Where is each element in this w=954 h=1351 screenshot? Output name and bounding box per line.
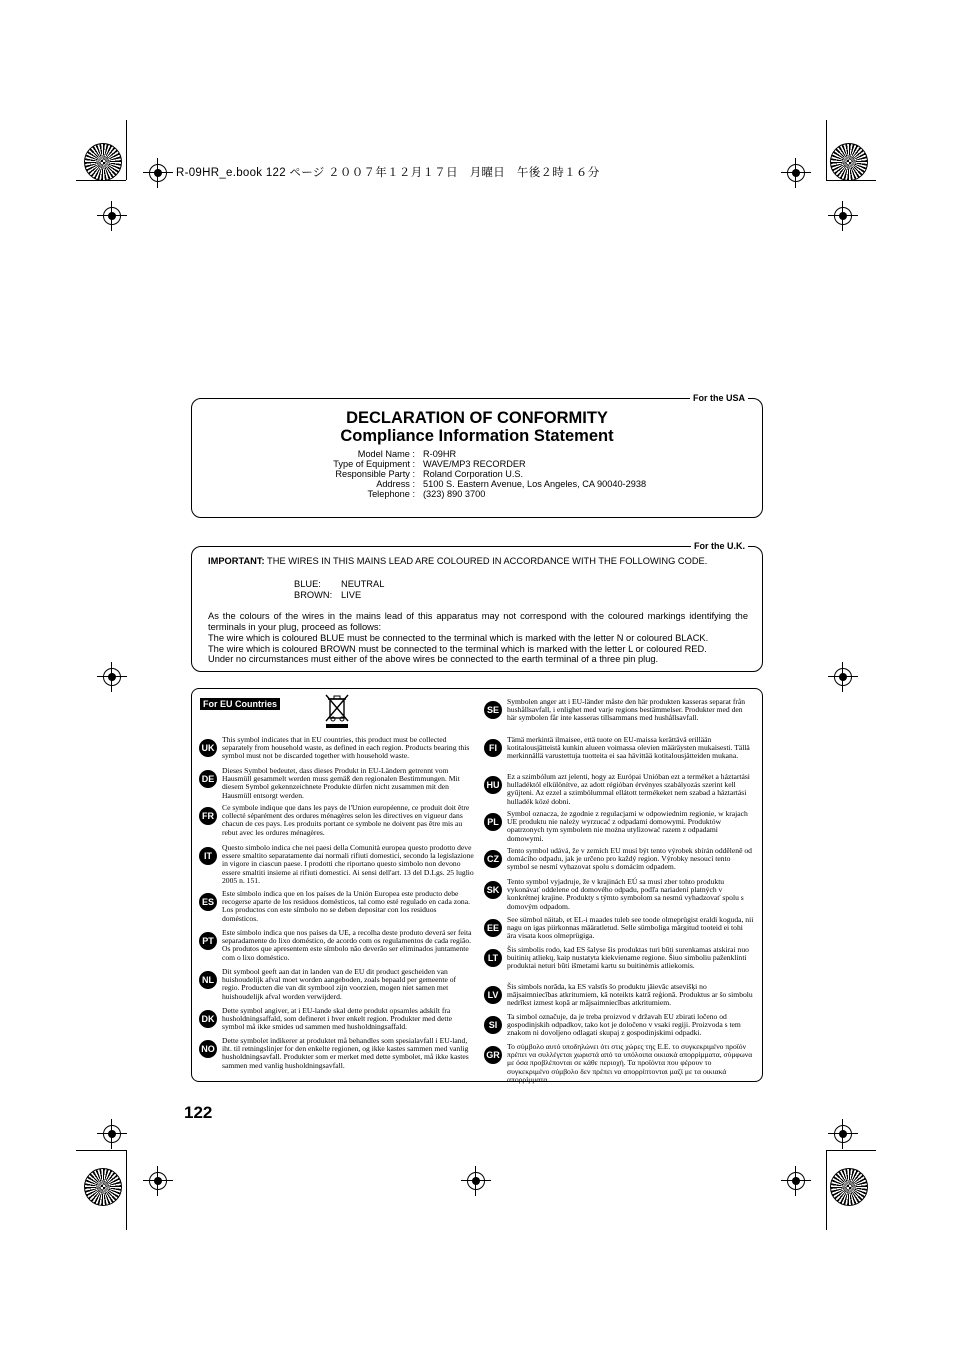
crosshair-mark: [103, 207, 121, 225]
usa-declaration-box: [191, 393, 763, 518]
model-name-row: Model Name : R-09HR: [357, 449, 457, 459]
eu-item-pt: PT Este símbolo indica que nos países da UE, a recolha deste produto deverá ser feita separadamente do lixo doméstico, de acordo com os regulamentos de cada região. Os produtos que apresentem este símbolo não deverão ser eliminados juntamente com o lixo doméstico.: [199, 929, 474, 962]
usa-label: For the USA: [690, 393, 748, 403]
eu-item-it: IT Questo simbolo indica che nei paesi della Comunità europea questo prodotto deve essere smaltito separatamente dai normali rifiuti domestici, secondo la legislazione in vigore in ciascun paese. I prodotti che riportano questo simbolo non devono essere smaltiti insieme ai rifiuti domestici. Ai sensi dell'art. 13 del D.Lgs. 25 luglio 2005 n. 151.: [199, 844, 474, 885]
country-badge: IT: [199, 847, 217, 865]
eu-item-lv: LV Šis simbols norāda, ka ES valstīs šo produktu jāievāc atsevišķi no mājsaimniecības atkritumiem, kā noteikts katrā reģionā. Produktus ar šo simbolu nedrīkst izmest kopā ar mājsaimniecības atkritumiem.: [484, 983, 754, 1008]
eu-item-fi: FI Tämä merkintä ilmaisee, että tuote on EU-maissa kerättävä erillään kotitalousjätteistä kunkin alueen voimassa olevien määräysten mukaisesti. Tällä merkinnällä varustettuja tuotteita ei saa hävittää kotitalousjätteiden mukana.: [484, 736, 754, 761]
eu-item-uk: UK This symbol indicates that in EU countries, this product must be collected separately from household waste, as defined in each region. Products bearing this symbol must not be discarded together with household waste.: [199, 736, 474, 761]
eu-item-se: SE Symbolen anger att i EU-länder måste den här produkten kasseras separat från hushållsavfall, i enlighet med varje regions bestämmelser. Produkter med den här symbolen får inte kasseras tillsammans med hushållsavfall.: [484, 698, 754, 723]
registration-star-bottom-right: [830, 1168, 868, 1206]
compliance-title: Compliance Information Statement: [340, 427, 614, 445]
eu-item-hu: HU Ez a szimbólum azt jelenti, hogy az Európai Unióban ezt a terméket a háztartási hulladéktól elkülönítve, az adott régióban érvényes szabályozás szerint kell gyűjteni. Az ezzel a szimbólummal ellátott termékeket nem szabad a háztartási hulladék közé dobni.: [484, 773, 754, 806]
country-badge: LT: [484, 949, 502, 967]
country-badge: SK: [484, 881, 502, 899]
crosshair-mark: [834, 207, 852, 225]
country-badge: PT: [199, 932, 217, 950]
uk-label: For the U.K.: [691, 541, 748, 551]
registration-star-bottom-left: [84, 1168, 122, 1206]
crosshair-mark: [103, 1125, 121, 1143]
crosshair-mark: [834, 1125, 852, 1143]
crop-line: [826, 1150, 876, 1151]
crosshair-mark: [787, 164, 805, 182]
registration-star-top-left: [84, 143, 122, 181]
eu-item-dk: DK Dette symbol angiver, at i EU-lande skal dette produkt opsamles adskilt fra husholdningsaffald, som defineret i hver enkelt region. Produkter med dette symbol må ikke smides ud sammen med husholdningsaffald.: [199, 1007, 474, 1032]
eu-item-nl: NL Dit symbool geeft aan dat in landen van de EU dit product gescheiden van huishoudelijk afval moet worden aangeboden, zoals bepaald per gemeente of regio. Producten die van dit symbool zijn voorzien, mogen niet samen met huishoudelijk afval worden verwijderd.: [199, 968, 474, 1001]
wire-blue: BLUE: NEUTRAL: [294, 579, 385, 589]
country-badge: EE: [484, 919, 502, 937]
eu-item-es: ES Este símbolo indica que en los países de la Unión Europea este producto debe recogerse aparte de los residuos domésticos, tal como esté regulado en cada zona. Los productos con este símbolo no se deben depositar con los residuos domésticos.: [199, 890, 474, 923]
eu-item-lt: LT Šis simbolis rodo, kad ES šalyse šis produktas turi būti surenkamas atskirai nuo buitinių atliekų, kaip nustatyta kiekviename regione. Šiuo simboliu paženklinti produktai neturi būti išmetami kartu su buitinėmis atliekomis.: [484, 946, 754, 971]
crop-line: [76, 1150, 126, 1151]
crop-line: [126, 120, 127, 180]
country-badge: PL: [484, 813, 502, 831]
address-row: Address : 5100 S. Eastern Avenue, Los Angeles, CA 90040-2938: [376, 479, 647, 489]
eu-item-no: NO Dette symbolet indikerer at produktet må behandles som spesialavfall i EU-land, iht. til retningslinjer for den enkelte regionen, og ikke kastes sammen med vanlig husholdningsavfall. Produkter som er merket med dette symbolet, må ikke kastes sammen med vanlig husholdningsavfall.: [199, 1037, 474, 1070]
eu-item-cz: CZ Tento symbol udává, že v zemích EU musí být tento výrobek sbírán odděleně od domácího odpadu, jak je určeno pro každý region. Výrobky nesoucí tento symbol se nesmí vyhazovat spolu s domácím odpadem.: [484, 847, 754, 872]
crop-line: [126, 1150, 127, 1230]
uk-instructions: As the colours of the wires in the mains lead of this apparatus may not correspond with the coloured markings identifying the terminals in your plug, proceed as follows:: [208, 611, 748, 632]
crosshair-mark: [787, 1172, 805, 1190]
eu-weee-box: [191, 688, 763, 1082]
crop-line: [826, 180, 876, 181]
country-badge: FR: [199, 807, 217, 825]
crossed-out-bin-icon: [323, 693, 351, 728]
crosshair-mark: [834, 668, 852, 686]
important-notice: IMPORTANT: THE WIRES IN THIS MAINS LEAD ARE COLOURED IN ACCORDANCE WITH THE FOLLOWING CODE.: [208, 556, 708, 566]
country-badge: DK: [199, 1010, 217, 1028]
country-badge: UK: [199, 739, 217, 757]
crosshair-mark: [467, 1172, 485, 1190]
uk-instruction-earth: Under no circumstances must either of the above wires be connected to the earth terminal of a three pin plug.: [208, 654, 659, 664]
crop-line: [76, 180, 126, 181]
wire-brown: BROWN: LIVE: [294, 590, 362, 600]
eu-item-fr: FR Ce symbole indique que dans les pays de l'Union européenne, ce produit doit être collecté séparément des ordures ménagères selon les directives en vigueur dans chacun de ces pays. Les produits portant ce symbole ne doivent pas être mis au rebut avec les ordures ménagères.: [199, 804, 474, 837]
crosshair-mark: [149, 164, 167, 182]
eu-label: For EU Countries: [200, 698, 280, 710]
country-badge: LV: [484, 986, 502, 1004]
country-badge: FI: [484, 739, 502, 757]
country-badge: NO: [199, 1040, 217, 1058]
eu-item-gr: GR Το σύμβολο αυτό υποδηλώνει ότι στις χώρες της Ε.Ε. το συγκεκριμένο προϊόν πρέπει να συλλέγεται χωριστά από τα υπόλοιπα οικιακά απορρίμματα, σύμφωνα με όσα προβλέπονται σε κάθε περιοχή. Τα προϊόντα που φέρουν το συγκεκριμένο σύμβολο δεν πρέπει να απορρίπτονται μαζί με τα οικιακά απορρίμματα.: [484, 1043, 754, 1084]
equipment-type-row: Type of Equipment : WAVE/MP3 RECORDER: [333, 459, 526, 469]
country-badge: DE: [199, 770, 217, 788]
country-badge: CZ: [484, 850, 502, 868]
eu-item-sk: SK Tento symbol vyjadruje, že v krajinách EÚ sa musí zber tohto produktu vykonávať oddelene od domového odpadu, podľa nariadení platných v konkrétnej krajine. Produkty s týmto symbolom sa nesmú vyhadzovať spolu s domovým odpadom.: [484, 878, 754, 911]
crop-line: [826, 1150, 827, 1230]
page-number: 122: [184, 1103, 213, 1122]
uk-instruction-blue: The wire which is coloured BLUE must be connected to the terminal which is marked with the letter N or coloured BLACK.: [208, 633, 709, 643]
country-badge: GR: [484, 1046, 502, 1064]
eu-item-ee: EE See sümbol näitab, et EL-i maades tuleb see toode olmeprügist eraldi koguda, nii nagu on igas piirkonnas määratletud. Selle sümboliga märgitud tooteid ei tohi ära visata koos olmeprügiga.: [484, 916, 754, 941]
country-badge: HU: [484, 776, 502, 794]
telephone-row: Telephone : (323) 890 3700: [367, 489, 486, 499]
crosshair-mark: [149, 1172, 167, 1190]
eu-item-pl: PL Symbol oznacza, że zgodnie z regulacjami w odpowiednim regionie, w krajach UE produktu nie należy wyrzucać z odpadami domowymi. Produktów opatrzonych tym symbolem nie można utylizować razem z odpadami domowymi.: [484, 810, 754, 843]
country-badge: SI: [484, 1016, 502, 1034]
declaration-title: DECLARATION OF CONFORMITY: [346, 409, 608, 427]
eu-item-de: DE Dieses Symbol bedeutet, dass dieses Produkt in EU-Ländern getrennt vom Hausmüll gesammelt werden muss gemäß den regionalen Bestimmungen. Mit diesem Symbol gekennzeichnete Produkte dürfen nicht zusammen mit den Hausmüll entsorgt werden.: [199, 767, 474, 800]
registration-star-top-right: [830, 143, 868, 181]
file-header: R-09HR_e.book 122 ページ ２００７年１２月１７日 月曜日 午後２時１６分: [176, 167, 600, 179]
responsible-party-row: Responsible Party : Roland Corporation U.S.: [335, 469, 524, 479]
crop-line: [826, 120, 827, 180]
country-badge: NL: [199, 971, 217, 989]
country-badge: SE: [484, 701, 502, 719]
eu-item-si: SI Ta simbol označuje, da je treba proizvod v državah EU zbirati ločeno od gospodinjskih odpadkov, tako kot je določeno v vsaki regiji. Proizvoda s tem znakom ni dovoljeno odlagati skupaj z gospodinjskimi odpadki.: [484, 1013, 754, 1038]
uk-wiring-box: [191, 541, 763, 672]
country-badge: ES: [199, 893, 217, 911]
crosshair-mark: [103, 668, 121, 686]
uk-instruction-brown: The wire which is coloured BROWN must be connected to the terminal which is marked with the letter L or coloured RED.: [208, 643, 707, 654]
